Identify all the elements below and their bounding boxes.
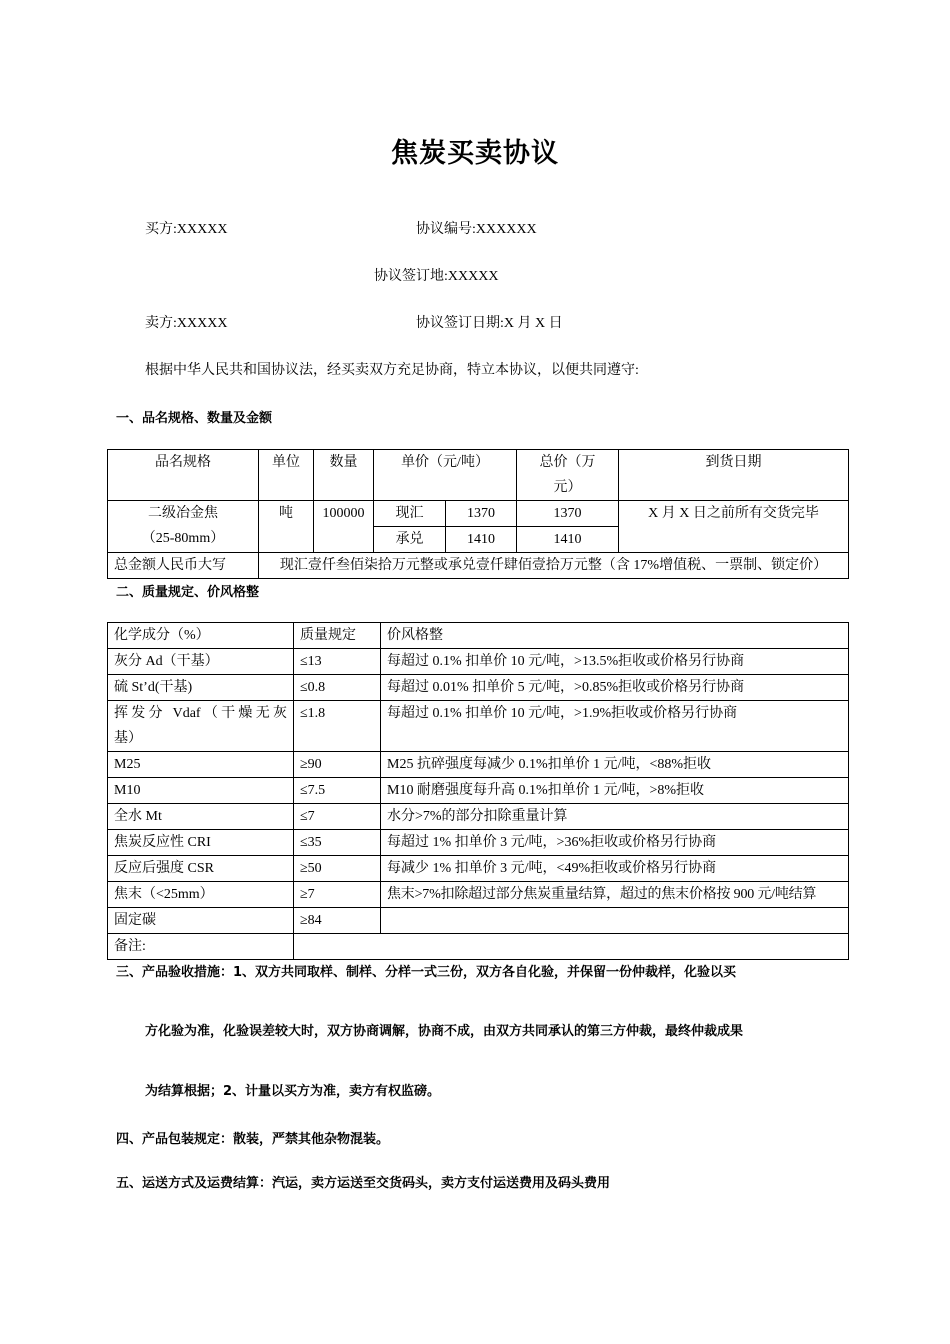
total-cash: 1370 xyxy=(517,501,619,527)
quality-adjust xyxy=(381,908,849,934)
remark-value xyxy=(294,934,849,960)
quality-adjust: 焦末>7%扣除超过部分焦炭重量结算，超过的焦末价格按 900 元/吨结算 xyxy=(381,882,849,908)
header-delivery: 到货日期 xyxy=(619,450,849,501)
product-table xyxy=(107,449,849,579)
quality-adjust: 每超过 0.01% 扣单价 5 元/吨，>0.85%拒收或价格另行协商 xyxy=(381,675,849,701)
header-price: 单价（元/吨） xyxy=(374,450,517,501)
product-unit: 吨 xyxy=(259,501,314,553)
product-qty: 100000 xyxy=(314,501,374,553)
quality-header-spec: 质量规定 xyxy=(294,623,381,649)
total-amount-label: 总金额人民币大写 xyxy=(108,553,259,579)
quality-adjust: 每超过 0.1% 扣单价 10 元/吨，>1.9%拒收或价格另行协商 xyxy=(381,701,849,752)
quality-spec: ≥84 xyxy=(294,908,381,934)
quality-spec: ≤0.8 xyxy=(294,675,381,701)
product-name-line2: （25-80mm） xyxy=(141,531,225,546)
quality-spec: ≤13 xyxy=(294,649,381,675)
remark-label: 备注: xyxy=(108,934,294,960)
section2-heading: 二、质量规定、价风格整 xyxy=(116,585,260,600)
quality-spec: ≤1.8 xyxy=(294,701,381,752)
section3-line1: 三、产品验收措施：1、双方共同取样、制样、分样一式三份，双方各自化验，并保留一份仲裁样，化验以买 xyxy=(116,965,737,980)
header-unit: 单位 xyxy=(259,450,314,501)
section5-paragraph: 五、运送方式及运费结算：汽运，卖方运送至交货码头，卖方支付运送费用及码头费用 xyxy=(116,1176,611,1191)
section4-paragraph: 四、产品包装规定：散装，严禁其他杂物混装。 xyxy=(116,1132,390,1147)
buyer-field: 买方:XXXXX xyxy=(145,222,228,237)
quality-item: 灰分 Ad（干基） xyxy=(108,649,294,675)
header-name: 品名规格 xyxy=(108,450,259,501)
price-cash: 1370 xyxy=(446,501,517,527)
quality-adjust: 水分>7%的部分扣除重量计算 xyxy=(381,804,849,830)
total-amount-value: 现汇壹仟叁佰柒拾万元整或承兑壹仟肆佰壹拾万元整（含 17%增值税、一票制、锁定价） xyxy=(259,553,849,579)
delivery-date: X 月 X 日之前所有交货完毕 xyxy=(619,501,849,553)
header-total-line2: 元） xyxy=(553,480,582,495)
quality-item xyxy=(108,701,294,752)
table-row xyxy=(108,908,849,934)
seller-field: 卖方:XXXXX xyxy=(145,316,228,331)
quality-header-item: 化学成分（%） xyxy=(108,623,294,649)
document-title: 焦炭买卖协议 xyxy=(391,138,559,169)
quality-spec: ≤35 xyxy=(294,830,381,856)
quality-adjust: 每减少 1% 扣单价 3 元/吨，<49%拒收或价格另行协商 xyxy=(381,856,849,882)
header-qty: 数量 xyxy=(314,450,374,501)
header-total-line1: 总价（万 xyxy=(539,455,596,470)
quality-item: 焦炭反应性 CRI xyxy=(108,830,294,856)
sign-date-field: 协议签订日期:X 月 X 日 xyxy=(416,316,563,331)
quality-item: 固定碳 xyxy=(108,908,294,934)
section3-line3: 为结算根据；2、计量以买方为准，卖方有权监磅。 xyxy=(145,1084,441,1099)
section3-line2: 方化验为准，化验误差较大时，双方协商调解，协商不成，由双方共同承认的第三方仲裁，最终仲裁成果 xyxy=(145,1024,744,1039)
quality-spec: ≥90 xyxy=(294,752,381,778)
quality-item: 焦末（<25mm） xyxy=(108,882,294,908)
quality-spec: ≥50 xyxy=(294,856,381,882)
table-row xyxy=(108,701,849,752)
quality-item: M25 xyxy=(108,752,294,778)
quality-adjust: 每超过 1% 扣单价 3 元/吨，>36%拒收或价格另行协商 xyxy=(381,830,849,856)
product-name-cell xyxy=(108,501,259,553)
intro-paragraph: 根据中华人民共和国协议法，经买卖双方充足协商，特立本协议，以便共同遵守: xyxy=(145,363,639,378)
quality-spec: ≥7 xyxy=(294,882,381,908)
table-row xyxy=(108,882,849,908)
quality-item: 硫 St’d(干基) xyxy=(108,675,294,701)
quality-table xyxy=(107,622,849,960)
quality-item: 反应后强度 CSR xyxy=(108,856,294,882)
payment-type-acceptance: 承兑 xyxy=(374,527,446,553)
quality-adjust: M10 耐磨强度每升高 0.1%扣单价 1 元/吨，>8%拒收 xyxy=(381,778,849,804)
quality-spec: ≤7.5 xyxy=(294,778,381,804)
table-row xyxy=(108,675,849,701)
remark-row xyxy=(108,934,849,960)
table-row xyxy=(108,856,849,882)
table-row xyxy=(108,752,849,778)
table-row xyxy=(108,804,849,830)
section1-heading: 一、品名规格、数量及金额 xyxy=(116,411,273,426)
total-acceptance: 1410 xyxy=(517,527,619,553)
contract-number-field: 协议编号:XXXXXX xyxy=(416,222,537,237)
quality-item: M10 xyxy=(108,778,294,804)
header-total xyxy=(517,450,619,501)
table-row xyxy=(108,649,849,675)
payment-type-cash: 现汇 xyxy=(374,501,446,527)
quality-header-adjust: 价风格整 xyxy=(381,623,849,649)
quality-item: 全水 Mt xyxy=(108,804,294,830)
quality-adjust: M25 抗碎强度每减少 0.1%扣单价 1 元/吨，<88%拒收 xyxy=(381,752,849,778)
sign-place-field: 协议签订地:XXXXX xyxy=(374,269,499,284)
quality-spec: ≤7 xyxy=(294,804,381,830)
table-row xyxy=(108,830,849,856)
table-row xyxy=(108,778,849,804)
product-name-line1: 二级冶金焦 xyxy=(148,506,218,521)
quality-adjust: 每超过 0.1% 扣单价 10 元/吨，>13.5%拒收或价格另行协商 xyxy=(381,649,849,675)
quality-item-line2: 基） xyxy=(114,731,142,746)
price-acceptance: 1410 xyxy=(446,527,517,553)
quality-item-line1: 挥发分 Vdaf（干燥无灰 xyxy=(114,706,287,721)
